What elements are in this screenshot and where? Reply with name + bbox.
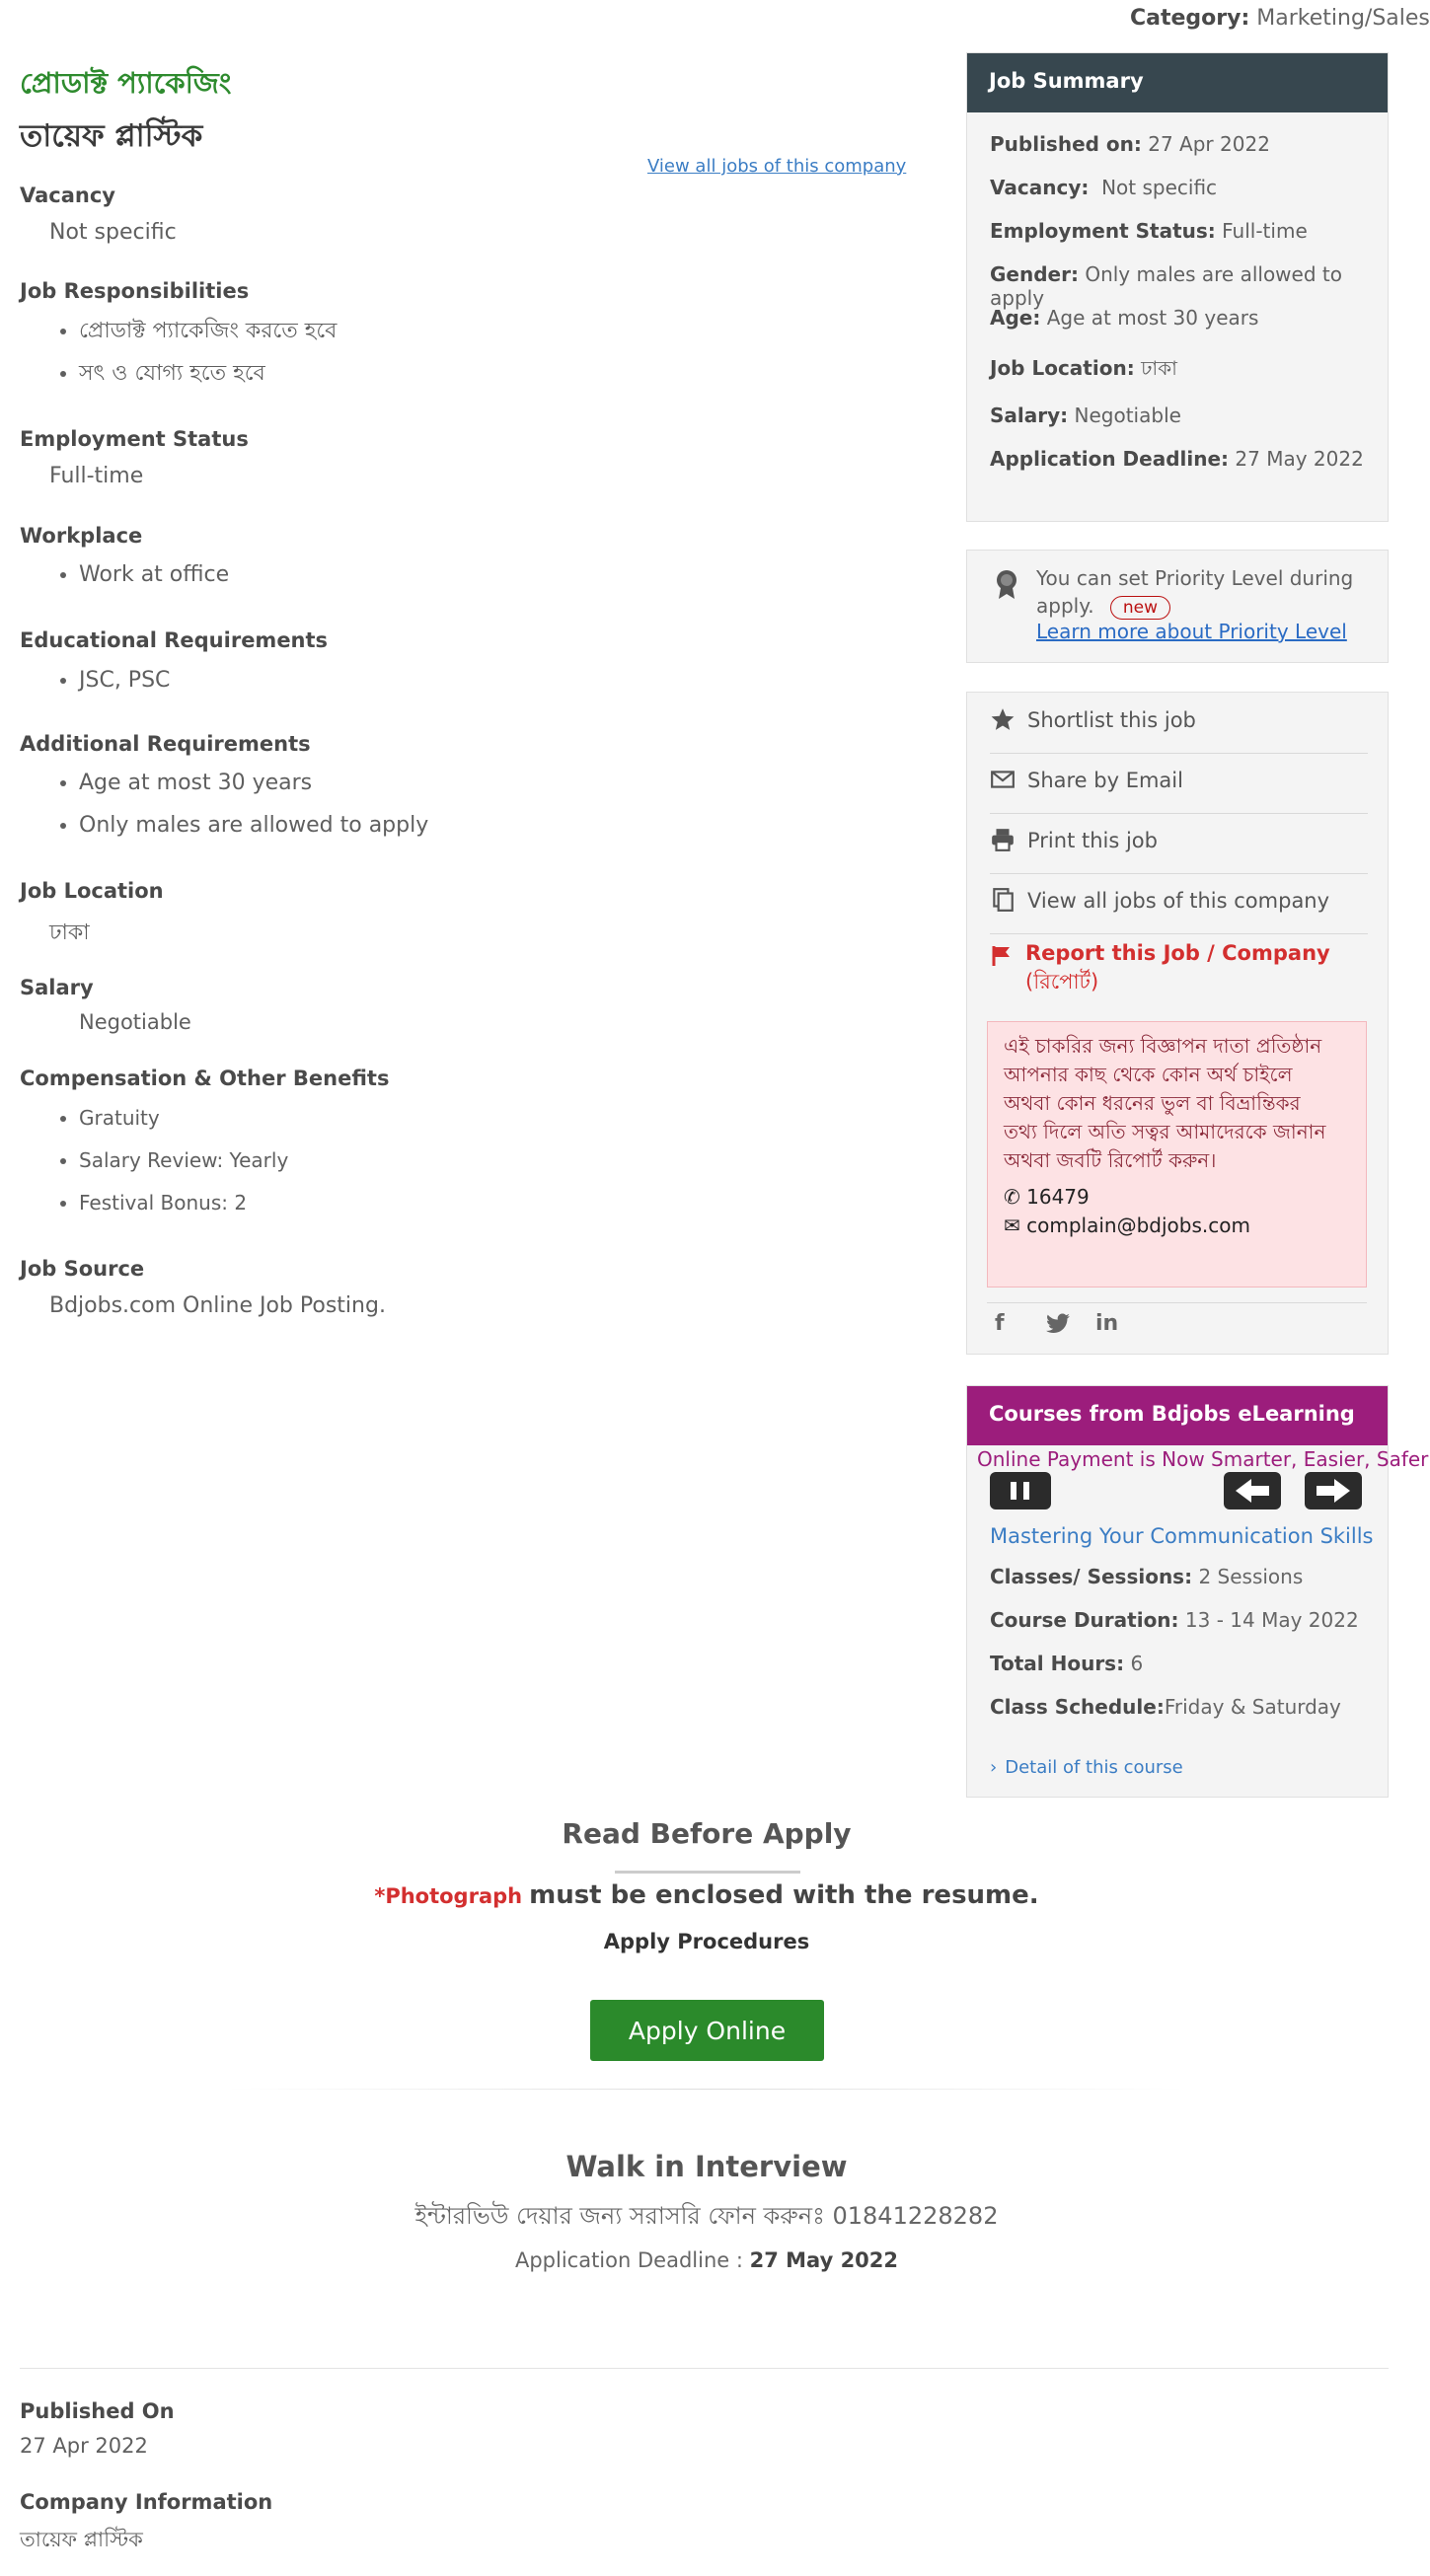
walk-in-deadline: Application Deadline : 27 May 2022 bbox=[514, 2248, 899, 2272]
phone-icon: ✆ bbox=[1004, 1185, 1020, 1209]
published-on-label: Published On bbox=[20, 2399, 175, 2423]
walk-in-text: ইন্টারভিউ দেয়ার জন্য সরাসরি ফোন করুনঃ 01841228282 bbox=[414, 2202, 999, 2230]
list-item: • Work at office bbox=[79, 553, 229, 596]
next-arrow-button[interactable] bbox=[1305, 1472, 1362, 1509]
footer-divider bbox=[20, 2368, 1389, 2369]
job-title: প্রোডাক্ট প্যাকেজিং bbox=[20, 66, 232, 100]
linkedin-icon[interactable]: in bbox=[1095, 1311, 1119, 1336]
view-all-jobs-link[interactable]: View all jobs of this company bbox=[647, 156, 907, 177]
report-warning-box bbox=[987, 1021, 1367, 1288]
summary-age: Age: Age at most 30 years bbox=[990, 306, 1259, 330]
photograph-note: *Photograph must be enclosed with the resume. bbox=[374, 1880, 1039, 1910]
report-job-button[interactable]: Report this Job / Company (রিপোর্ট) bbox=[990, 939, 1330, 996]
published-on-value: 27 Apr 2022 bbox=[20, 2434, 148, 2458]
walk-in-title: Walk in Interview bbox=[565, 2150, 848, 2183]
summary-location: Job Location: ঢাকা bbox=[990, 356, 1177, 380]
summary-vacancy: Vacancy: Not specific bbox=[990, 176, 1218, 199]
education-list bbox=[49, 659, 170, 701]
arrow-left-icon bbox=[1224, 1472, 1281, 1509]
additional-requirements-label: Additional Requirements bbox=[20, 732, 311, 756]
arrow-right-icon bbox=[1305, 1472, 1362, 1509]
divider bbox=[227, 2089, 1184, 2090]
benefits-label: Compensation & Other Benefits bbox=[20, 1067, 390, 1090]
benefits-list bbox=[49, 1097, 288, 1224]
salary-value: Negotiable bbox=[79, 1010, 191, 1034]
workplace-list bbox=[49, 553, 229, 596]
job-summary-header: Job Summary bbox=[967, 53, 1388, 112]
chevron-right-icon: › bbox=[990, 1757, 998, 1778]
course-schedule: Class Schedule:Friday & Saturday bbox=[990, 1695, 1341, 1719]
warning-email[interactable]: ✉ complain@bdjobs.com bbox=[1004, 1214, 1250, 1237]
vacancy-value: Not specific bbox=[49, 220, 177, 245]
list-item: • Only males are allowed to apply bbox=[79, 804, 428, 846]
star-icon bbox=[990, 706, 1016, 732]
courses-panel bbox=[966, 1385, 1429, 1798]
envelope-icon bbox=[990, 767, 1016, 792]
job-summary-panel bbox=[966, 52, 1389, 522]
courses-marquee[interactable]: Online Payment is Now Smarter, Easier, Safer bbox=[977, 1447, 1429, 1471]
priority-learn-more-link[interactable]: Learn more about Priority Level bbox=[1036, 620, 1347, 643]
copy-icon bbox=[990, 887, 1016, 913]
priority-panel bbox=[966, 550, 1389, 663]
priority-badge-icon bbox=[992, 566, 1021, 602]
employment-status-label: Employment Status bbox=[20, 427, 249, 451]
apply-online-button[interactable]: Apply Online bbox=[590, 2000, 824, 2061]
company-name: তায়েফ প্লাস্টিক bbox=[20, 118, 203, 154]
warning-line: অথবা কোন ধরনের ভুল বা বিভ্রান্তিকর bbox=[1004, 1091, 1301, 1115]
job-location-label: Job Location bbox=[20, 879, 164, 903]
social-links bbox=[987, 1302, 1367, 1336]
job-source-label: Job Source bbox=[20, 1257, 145, 1281]
summary-gender: Gender: Only males are allowed to apply bbox=[990, 262, 1342, 310]
summary-deadline: Application Deadline: 27 May 2022 bbox=[990, 447, 1364, 471]
priority-text: You can set Priority Level during apply. new bbox=[1036, 566, 1354, 618]
job-location-value: ঢাকা bbox=[49, 920, 90, 945]
pause-button[interactable] bbox=[990, 1472, 1051, 1509]
list-item: • প্রোডাক্ট প্যাকেজিং করতে হবে bbox=[79, 310, 337, 352]
summary-employment-status: Employment Status: Full-time bbox=[990, 219, 1308, 243]
list-item: • সৎ ও যোগ্য হতে হবে bbox=[79, 352, 337, 395]
new-badge: new bbox=[1110, 596, 1170, 620]
job-source-value: Bdjobs.com Online Job Posting. bbox=[49, 1293, 386, 1318]
printer-icon bbox=[990, 827, 1016, 852]
warning-line: আপনার কাছ থেকে কোন অর্থ চাইলে bbox=[1004, 1063, 1293, 1086]
list-item: • Age at most 30 years bbox=[79, 762, 428, 804]
envelope-icon: ✉ bbox=[1004, 1214, 1020, 1237]
flag-icon bbox=[990, 943, 1014, 969]
list-item: • Festival Bonus: 2 bbox=[79, 1182, 288, 1224]
title-underline bbox=[615, 1871, 800, 1874]
course-title-link[interactable]: Mastering Your Communication Skills bbox=[990, 1524, 1374, 1548]
courses-header: Courses from Bdjobs eLearning bbox=[967, 1386, 1388, 1445]
job-actions-panel bbox=[966, 692, 1389, 1355]
list-item: • Gratuity bbox=[79, 1097, 288, 1140]
list-item: • Salary Review: Yearly bbox=[79, 1140, 288, 1182]
twitter-icon[interactable] bbox=[1045, 1313, 1071, 1335]
company-info-label: Company Information bbox=[20, 2490, 273, 2514]
list-item: • JSC, PSC bbox=[79, 659, 170, 701]
category-line bbox=[1130, 6, 1430, 31]
category-label: Category: bbox=[1130, 6, 1250, 31]
warning-line: তথ্য দিলে অতি সত্বর আমাদেরকে জানান bbox=[1004, 1120, 1326, 1143]
category-value: Marketing/Sales bbox=[1256, 6, 1430, 31]
additional-requirements-list bbox=[49, 762, 428, 846]
facebook-icon[interactable]: f bbox=[995, 1311, 1005, 1336]
shortlist-button[interactable]: Shortlist this job bbox=[990, 693, 1368, 754]
education-label: Educational Requirements bbox=[20, 628, 329, 652]
course-duration: Course Duration: 13 - 14 May 2022 bbox=[990, 1608, 1359, 1632]
course-sessions: Classes/ Sessions: 2 Sessions bbox=[990, 1565, 1304, 1588]
summary-salary: Salary: Negotiable bbox=[990, 404, 1181, 427]
apply-procedures-label: Apply Procedures bbox=[603, 1930, 810, 1953]
share-email-button[interactable]: Share by Email bbox=[990, 753, 1368, 814]
vacancy-label: Vacancy bbox=[20, 184, 115, 207]
course-detail-link[interactable]: › Detail of this course bbox=[990, 1757, 1183, 1778]
course-hours: Total Hours: 6 bbox=[990, 1652, 1144, 1675]
prev-arrow-button[interactable] bbox=[1224, 1472, 1281, 1509]
warning-phone: ✆ 16479 bbox=[1004, 1185, 1090, 1209]
employment-status-value: Full-time bbox=[49, 464, 144, 488]
workplace-label: Workplace bbox=[20, 524, 143, 548]
warning-line: অথবা জবটি রিপোর্ট করুন। bbox=[1004, 1148, 1217, 1172]
company-info-value: তায়েফ প্লাস্টিক bbox=[20, 2528, 143, 2551]
print-job-button[interactable]: Print this job bbox=[990, 813, 1368, 874]
summary-published: Published on: 27 Apr 2022 bbox=[990, 132, 1270, 156]
warning-line: এই চাকরির জন্য বিজ্ঞাপন দাতা প্রতিষ্ঠান bbox=[1004, 1034, 1322, 1058]
view-all-jobs-button[interactable]: View all jobs of this company bbox=[990, 873, 1368, 934]
responsibilities-label: Job Responsibilities bbox=[20, 279, 250, 303]
read-before-apply-title: Read Before Apply bbox=[562, 1817, 852, 1850]
salary-label: Salary bbox=[20, 976, 94, 999]
responsibilities-list bbox=[49, 310, 337, 395]
